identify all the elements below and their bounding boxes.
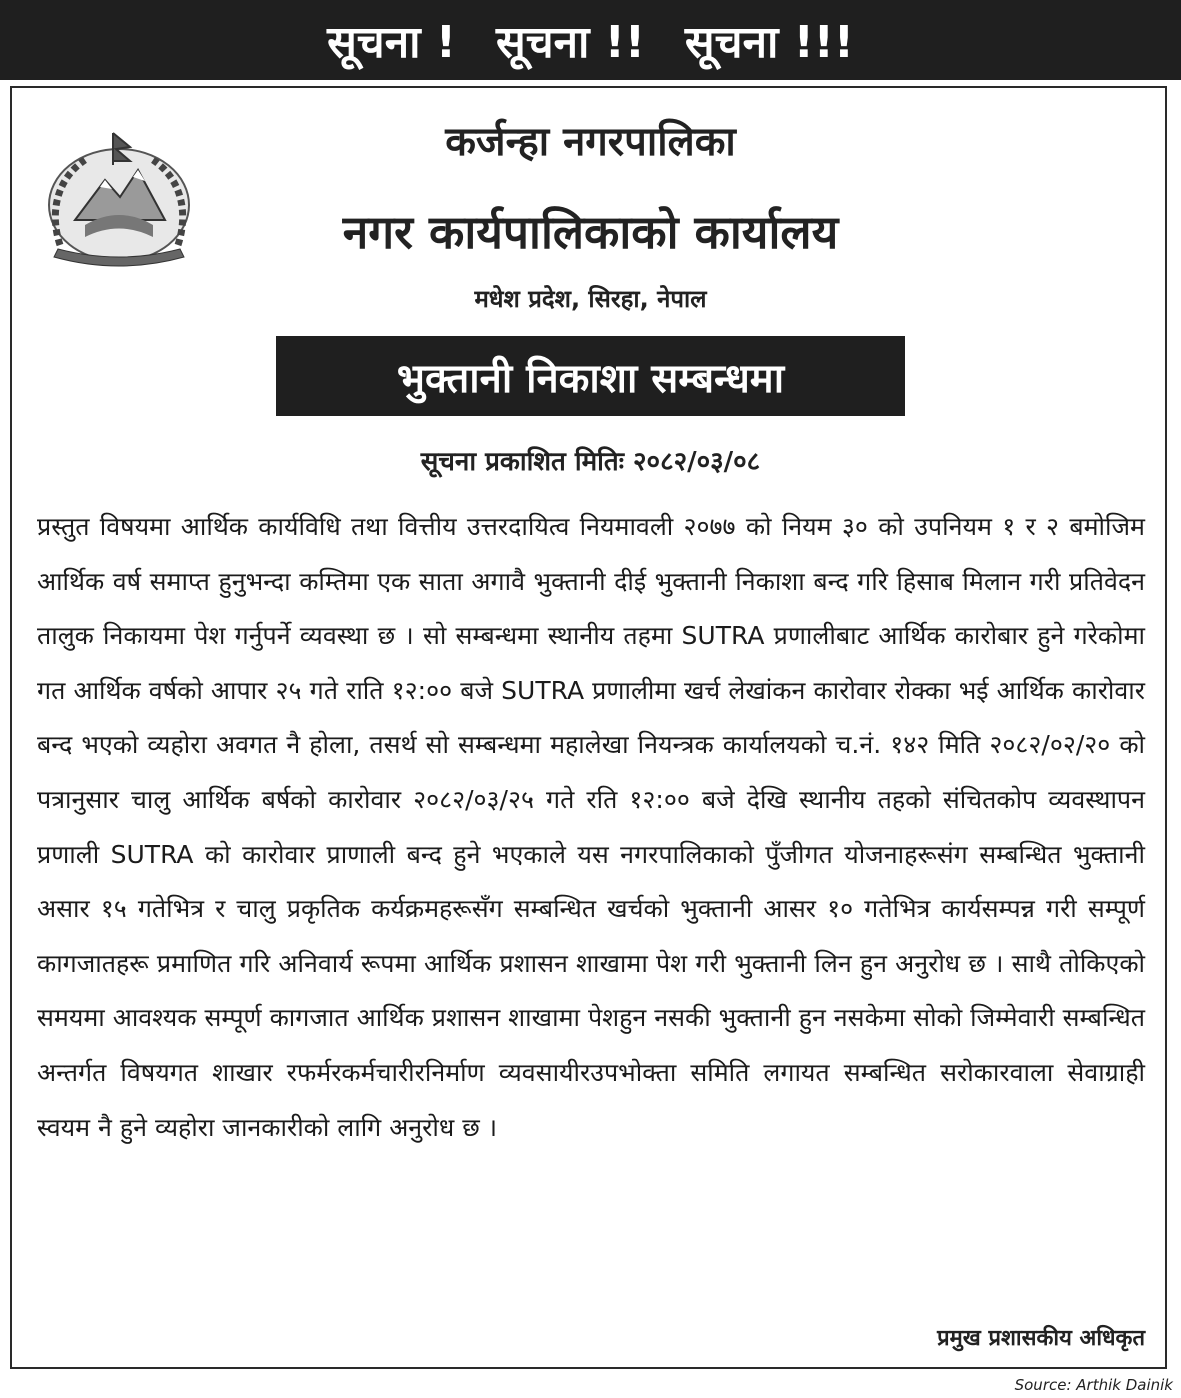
published-label: सूचना प्रकाशित मितिः — [420, 447, 624, 477]
source-credit: Source: Arthik Dainik — [1014, 1376, 1173, 1394]
notice-body: प्रस्तुत विषयमा आर्थिक कार्यविधि तथा वित्तीय उत्तरदायित्व नियमावली २०७७ को नियम ३० को उपनियम १ र २ बमोजिम आर्थिक वर्ष समाप्त हुनुभन्दा कम्तिमा एक साता अगावै भुक्तानी दीई भुक्तानी निकाशा बन्द गरि हिसाब मिलान गरी प्रतिवेदन तालुक निकायमा पेश गर्नुपर्ने व्यवस्था छ । सो सम्बन्धमा स्थानीय तहमा SUTRA प्रणालीबाट आर्थिक कारोबार हुने गरेकोमा गत आर्थिक वर्षको आपार २५ गते राति १२:०० बजे SUTRA प्रणालीमा खर्च लेखांकन कारोवार रोक्का भई आर्थिक कारोवार बन्द भएको व्यहोरा अवगत नै होला, तसर्थ सो सम्बन्धमा महालेखा नियन्त्रक कार्यालयको च.नं. १४२ मिति २०८२/०२/२० को पत्रानुसार चालु आर्थिक बर्षको कारोवार २०८२/०३/२५ गते रति १२:०० बजे देखि स्थानीय तहको संचितकोप व्यवस्थापन प्रणाली SUTRA को कारोवार प्राणाली बन्द हुने भएकाले यस नगरपालिकाको पुँजीगत योजनाहरूसंग सम्बन्धित भुक्तानी असार १५ गतेभित्र र चालु प्रकृतिक कर्यक्रमहरूसँग सम्बन्धित खर्चको भुक्तानी आसर १० गतेभित्र कार्यसम्पन्न गरी सम्पूर्ण कागजातहरू प्रमाणित गरि अनिवार्य रूपमा आर्थिक प्रशासन शाखामा पेश गरी भुक्तानी लिन हुन अनुरोध छ । साथै तोकिएको समयमा आवश्यक सम्पूर्ण कागजात आर्थिक प्रशासन शाखामा पेशहुन नसकी भुक्तानी हुन नसकेमा सोको जिम्मेवारी सम्बन्धित अन्तर्गत विषयगत शाखार रफर्मरकर्मचारीरनिर्माण व्यवसायीरउपभोक्ता समिति लगायत सम्बन्धित सरोकारवाला सेवाग्राही स्वयम नै हुने व्यहोरा जानकारीको लागि अनुरोध छ । — [37, 512, 1145, 1142]
banner-notice-3: सूचना !!! — [684, 17, 854, 68]
subject-text: भुक्तानी निकाशा सम्बन्धमा — [396, 355, 785, 402]
published-date — [0, 442, 1181, 478]
office-address: मधेश प्रदेश, सिरहा, नेपाल — [474, 285, 707, 313]
notice-banner — [0, 0, 1181, 80]
office-name: नगर कार्यपालिकाको कार्यालय — [342, 205, 839, 259]
signatory-title: प्रमुख प्रशासकीय अधिकृत — [937, 1326, 1145, 1351]
subject-heading — [276, 336, 905, 416]
organization-name: कर्जन्हा नगरपालिका — [445, 119, 736, 165]
published-value: २०८२/०३/०८ — [633, 447, 761, 477]
banner-notice-1: सूचना ! — [327, 17, 456, 68]
banner-notice-2: सूचना !! — [495, 17, 645, 68]
